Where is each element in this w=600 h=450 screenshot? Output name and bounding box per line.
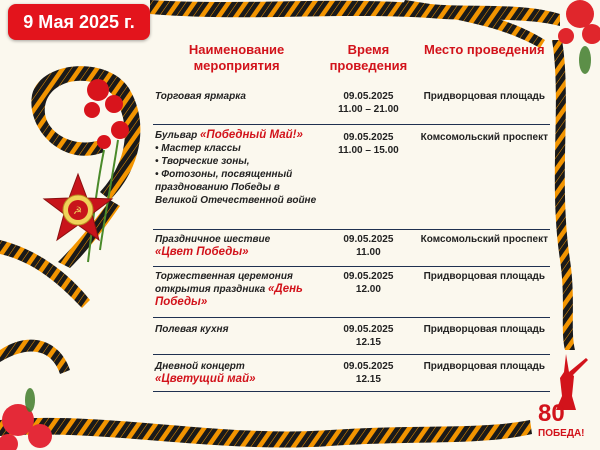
events-table [153, 40, 550, 392]
event-name-prefix: Торжественная церемония открытия праздника [155, 271, 293, 295]
event-datetime [318, 355, 418, 391]
event-name-prefix: Дневной концерт [155, 361, 245, 372]
logo-text: ПОБЕДА! [538, 428, 585, 439]
table-row [153, 318, 550, 355]
victory-80-logo [536, 352, 596, 446]
list-item: • Творческие зоны, [155, 155, 318, 168]
logo-number: 80 [538, 400, 565, 427]
event-datetime [318, 84, 418, 124]
event-time: 11.00 – 21.00 [338, 104, 399, 115]
event-datetime [318, 230, 418, 266]
event-name: Полевая кухня [155, 324, 229, 335]
event-time: 11.00 [356, 247, 381, 258]
table-row [153, 267, 550, 318]
event-name [153, 125, 318, 229]
date-badge-text: 9 Мая 2025 г. [23, 11, 135, 32]
table-row [153, 125, 550, 230]
event-date: 09.05.2025 [343, 361, 394, 372]
event-datetime [318, 318, 418, 354]
list-item: • Фотозоны, посвященный празднованию Победы в Великой Отечественной войне [155, 168, 318, 207]
event-name-highlight: «День Победы» [155, 283, 303, 308]
event-place: Придворцовая площадь [423, 361, 546, 372]
event-time: 12.15 [355, 337, 381, 348]
event-name-highlight: «Цвет Победы» [155, 246, 249, 258]
event-time: 12.15 [355, 374, 381, 385]
event-name-highlight: «Победный Май!» [200, 129, 303, 141]
event-place: Придворцовая площадь [423, 271, 546, 282]
event-place: Придворцовая площадь [423, 91, 546, 102]
table-header [153, 40, 550, 84]
event-datetime [318, 267, 418, 317]
event-name [153, 267, 318, 317]
event-place: Комсомольский проспект [420, 234, 548, 245]
event-name: Торговая ярмарка [155, 91, 246, 102]
svg-text:☭: ☭ [73, 206, 82, 217]
table-row [153, 355, 550, 392]
event-name [153, 230, 318, 266]
event-date: 09.05.2025 [343, 324, 394, 335]
event-name-prefix: Праздничное шествие [155, 234, 271, 245]
event-name-prefix: Бульвар [155, 130, 201, 141]
header-name: Наименование мероприятия [188, 42, 285, 73]
event-date: 09.05.2025 [343, 234, 394, 245]
event-place: Комсомольский проспект [420, 132, 548, 143]
table-row [153, 230, 550, 267]
event-date: 09.05.2025 [343, 132, 394, 143]
list-item: • Мастер классы [155, 142, 318, 155]
event-date: 09.05.2025 [343, 91, 394, 102]
event-name [153, 355, 318, 391]
event-date: 09.05.2025 [343, 271, 394, 282]
header-time: Время проведения [329, 42, 408, 73]
event-time: 12.00 [355, 284, 381, 295]
event-items-list [155, 142, 318, 207]
event-name-highlight: «Цветущий май» [155, 373, 256, 385]
event-datetime [318, 125, 418, 229]
header-place: Место проведения [424, 42, 545, 57]
table-row [153, 84, 550, 125]
date-badge [8, 4, 150, 40]
event-time: 11.00 – 15.00 [338, 145, 399, 156]
event-place: Придворцовая площадь [423, 324, 546, 335]
